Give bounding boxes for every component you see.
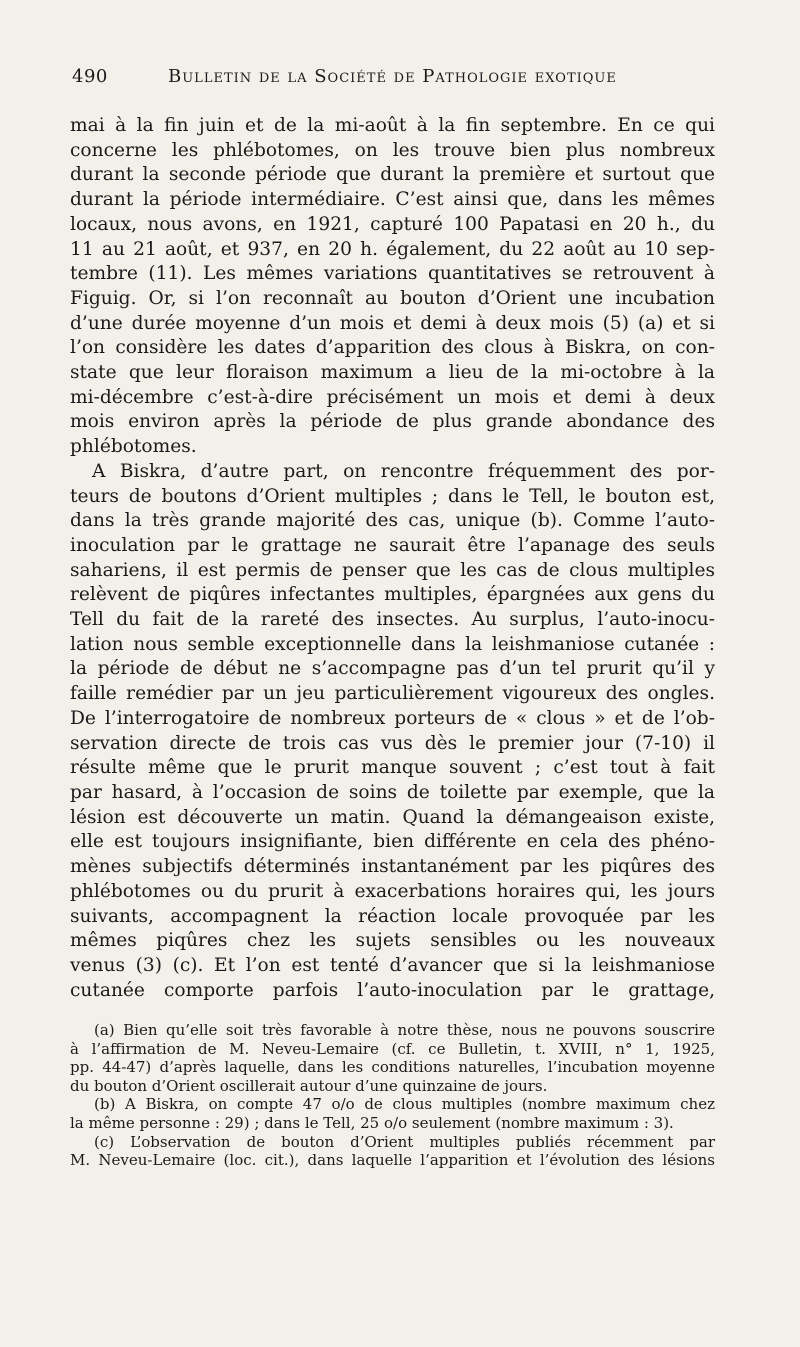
page-number: 490: [72, 66, 108, 87]
footnote-line: pp. 44-47) d’après laquelle, dans les conditions naturelles, l’incubation moyenne: [70, 1058, 715, 1077]
body-line: teurs de boutons d’Orient multiples ; dans le Tell, le bouton est,: [70, 485, 715, 507]
body-line: locaux, nous avons, en 1921, capturé 100 Papatasi en 20 h., du: [70, 213, 715, 235]
body-text: [70, 114, 715, 1003]
footnote-line: à l’affirmation de M. Neveu-Lemaire (cf. ce Bulletin, t. XVIII, n° 1, 1925,: [70, 1039, 715, 1058]
body-line: mi-décembre c’est-à-dire précisément un mois et demi à deux: [70, 386, 715, 408]
body-line: lation nous semble exceptionnelle dans la leishmaniose cutanée :: [70, 633, 715, 655]
body-line: inoculation par le grattage ne saurait être l’apanage des seuls: [70, 534, 715, 556]
body-line: faille remédier par un jeu particulièrement vigoureux des ongles.: [70, 683, 715, 705]
body-line: mêmes piqûres chez les sujets sensibles ou les nouveaux: [70, 930, 715, 952]
body-line: tembre (11). Les mêmes variations quantitatives se retrouvent à: [70, 263, 715, 285]
body-line: durant la période intermédiaire. C’est ainsi que, dans les mêmes: [70, 189, 715, 211]
body-line: relèvent de piqûres infectantes multiples, épargnées aux gens du: [70, 584, 715, 606]
body-line: Tell du fait de la rareté des insectes. Au surplus, l’auto-inocu-: [70, 609, 715, 631]
body-line: elle est toujours insignifiante, bien différente en cela des phéno-: [70, 831, 715, 853]
footnote-line: (b) A Biskra, on compte 47 o/o de clous multiples (nombre maximum chez: [94, 1095, 715, 1114]
body-line: par hasard, à l’occasion de soins de toilette par exemple, que la: [70, 781, 715, 803]
body-line: mai à la fin juin et de la mi-août à la fin septembre. En ce qui: [70, 115, 715, 136]
body-line: résulte même que le prurit manque souvent ; c’est tout à fait: [70, 757, 715, 779]
footnote-line: la même personne : 29) ; dans le Tell, 25 o/o seulement (nombre maximum : 3).: [70, 1113, 674, 1132]
body-line: durant la seconde période que durant la première et surtout que: [70, 164, 715, 186]
body-line: A Biskra, d’autre part, on rencontre fréquemment des por-: [92, 460, 715, 482]
body-line: dans la très grande majorité des cas, unique (b). Comme l’auto-: [70, 510, 715, 532]
body-line: la période de début ne s’accompagne pas d’un tel prurit qu’il y: [70, 658, 715, 680]
body-line: mois environ après la période de plus grande abondance des: [70, 411, 715, 433]
body-line: De l’interrogatoire de nombreux porteurs de « clous » et de l’ob-: [70, 707, 715, 729]
body-line: 11 au 21 août, et 937, en 20 h. également, du 22 août au 10 sep-: [70, 238, 715, 260]
body-line: d’une durée moyenne d’un mois et demi à deux mois (5) (a) et si: [70, 312, 715, 334]
footnotes: [70, 1021, 715, 1170]
running-title: Bulletin de la Société de Pathologie exotique: [168, 66, 617, 87]
body-line: servation directe de trois cas vus dès le premier jour (7-10) il: [70, 732, 715, 754]
body-line: phlébotomes.: [70, 436, 197, 458]
body-line: mènes subjectifs déterminés instantanément par les piqûres des: [70, 856, 715, 878]
body-line: concerne les phlébotomes, on les trouve bien plus nombreux: [70, 139, 715, 161]
footnote-line: M. Neveu-Lemaire (loc. cit.), dans laquelle l’apparition et l’évolution des lésions: [70, 1151, 715, 1170]
footnote-line: (c) L’observation de bouton d’Orient multiples publiés récemment par: [94, 1132, 715, 1151]
body-line: lésion est découverte un matin. Quand la démangeaison existe,: [70, 806, 715, 828]
body-line: l’on considère les dates d’apparition des clous à Biskra, on con-: [70, 337, 715, 359]
body-line: phlébotomes ou du prurit à exacerbations horaires qui, les jours: [70, 880, 715, 902]
body-line: venus (3) (c). Et l’on est tenté d’avancer que si la leishmaniose: [70, 954, 715, 976]
body-line: Figuig. Or, si l’on reconnaît au bouton d’Orient une incubation: [70, 287, 715, 309]
body-line: suivants, accompagnent la réaction locale provoquée par les: [70, 905, 715, 927]
body-line: sahariens, il est permis de penser que les cas de clous multiples: [70, 559, 715, 581]
body-line: cutanée comporte parfois l’auto-inoculation par le grattage,: [70, 979, 715, 1001]
footnote-line: (a) Bien qu’elle soit très favorable à notre thèse, nous ne pouvons souscrire: [94, 1021, 715, 1039]
body-line: state que leur floraison maximum a lieu de la mi-octobre à la: [70, 362, 715, 384]
footnote-line: du bouton d’Orient oscillerait autour d’une quinzaine de jours.: [70, 1076, 548, 1095]
